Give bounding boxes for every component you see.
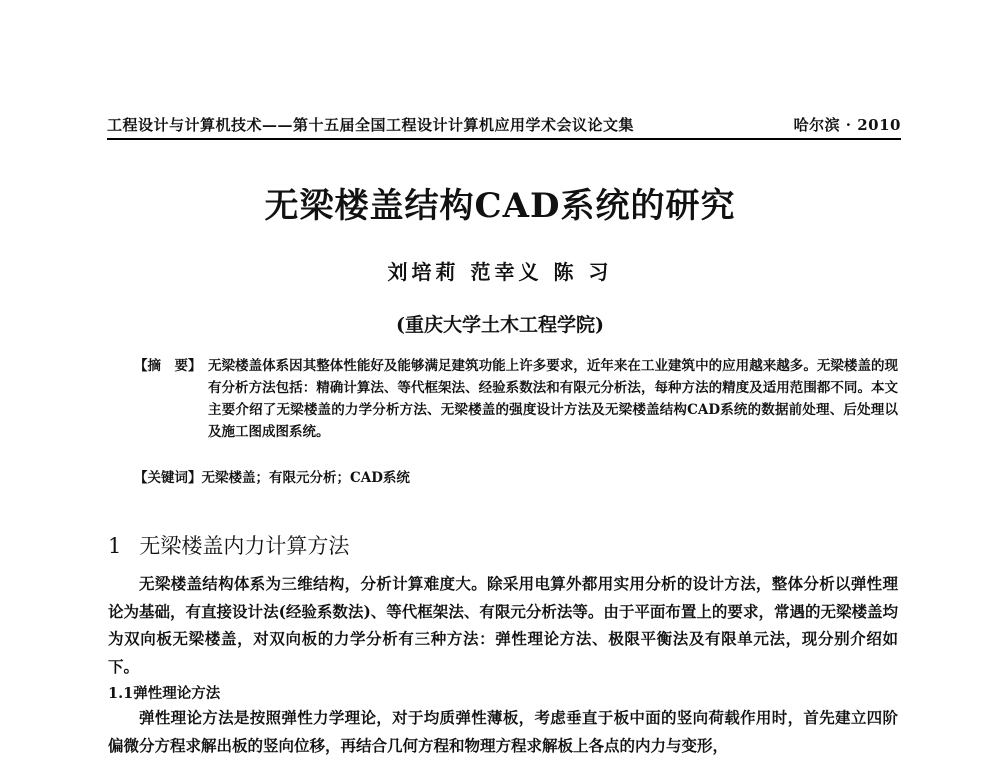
abstract [134,355,898,443]
paper-affiliation: (重庆大学土木工程学院) [396,314,604,336]
keywords-text: 无梁楼盖；有限元分析；CAD系统 [201,470,410,486]
header-location-year: 哈尔滨 · 2010 [793,116,901,134]
section-1-1-heading: 1.1弹性理论方法 [108,685,221,702]
keywords-label: 【关键词】 [134,470,202,486]
section-1-1-paragraph: 弹性理论方法是按照弹性力学理论，对于均质弹性薄板，考虑垂直于板中面的竖向荷载作用时，首先建立四阶偏微分方程求解出板的竖向位移，再结合几何方程和物理方程求解板上各点的内力与变形， [108,708,898,755]
section-1-number: 1 [108,534,122,558]
running-header [107,114,901,135]
abstract-label: 【摘 要】 [134,358,202,374]
header-rule [107,138,901,140]
header-proceedings: 工程设计与计算机技术——第十五届全国工程设计计算机应用学术会议论文集 [107,116,635,134]
abstract-text: 无梁楼盖体系因其整体性能好及能够满足建筑功能上许多要求，近年来在工业建筑中的应用越来越多。无梁楼盖的现有分析方法包括：精确计算法、等代框架法、经验系数法和有限元分析法，每种方法的精度及适用范围都不同。本文主要介绍了无梁楼盖的力学分析方法、无梁楼盖的强度设计方法及无梁楼盖结构CAD系统的数据前处理、后处理以及施工图成图系统。 [208,358,898,440]
section-1-heading [108,530,349,560]
paper-authors: 刘培莉 范幸义 陈 习 [387,260,613,284]
keywords [134,466,898,486]
section-1-title: 无梁楼盖内力计算方法 [139,534,350,558]
section-1-paragraph: 无梁楼盖结构体系为三维结构，分析计算难度大。除采用电算外都用实用分析的设计方法，整体分析以弹性理论为基础，有直接设计法(经验系数法)、等代框架法、有限元分析法等。由于平面布置上的要求，常遇的无梁楼盖均为双向板无梁楼盖，对双向板的力学分析有三种方法：弹性理论方法、极限平衡法及有限单元法，现分别介绍如下。 [108,574,898,676]
paper-title: 无梁楼盖结构CAD系统的研究 [264,186,736,226]
